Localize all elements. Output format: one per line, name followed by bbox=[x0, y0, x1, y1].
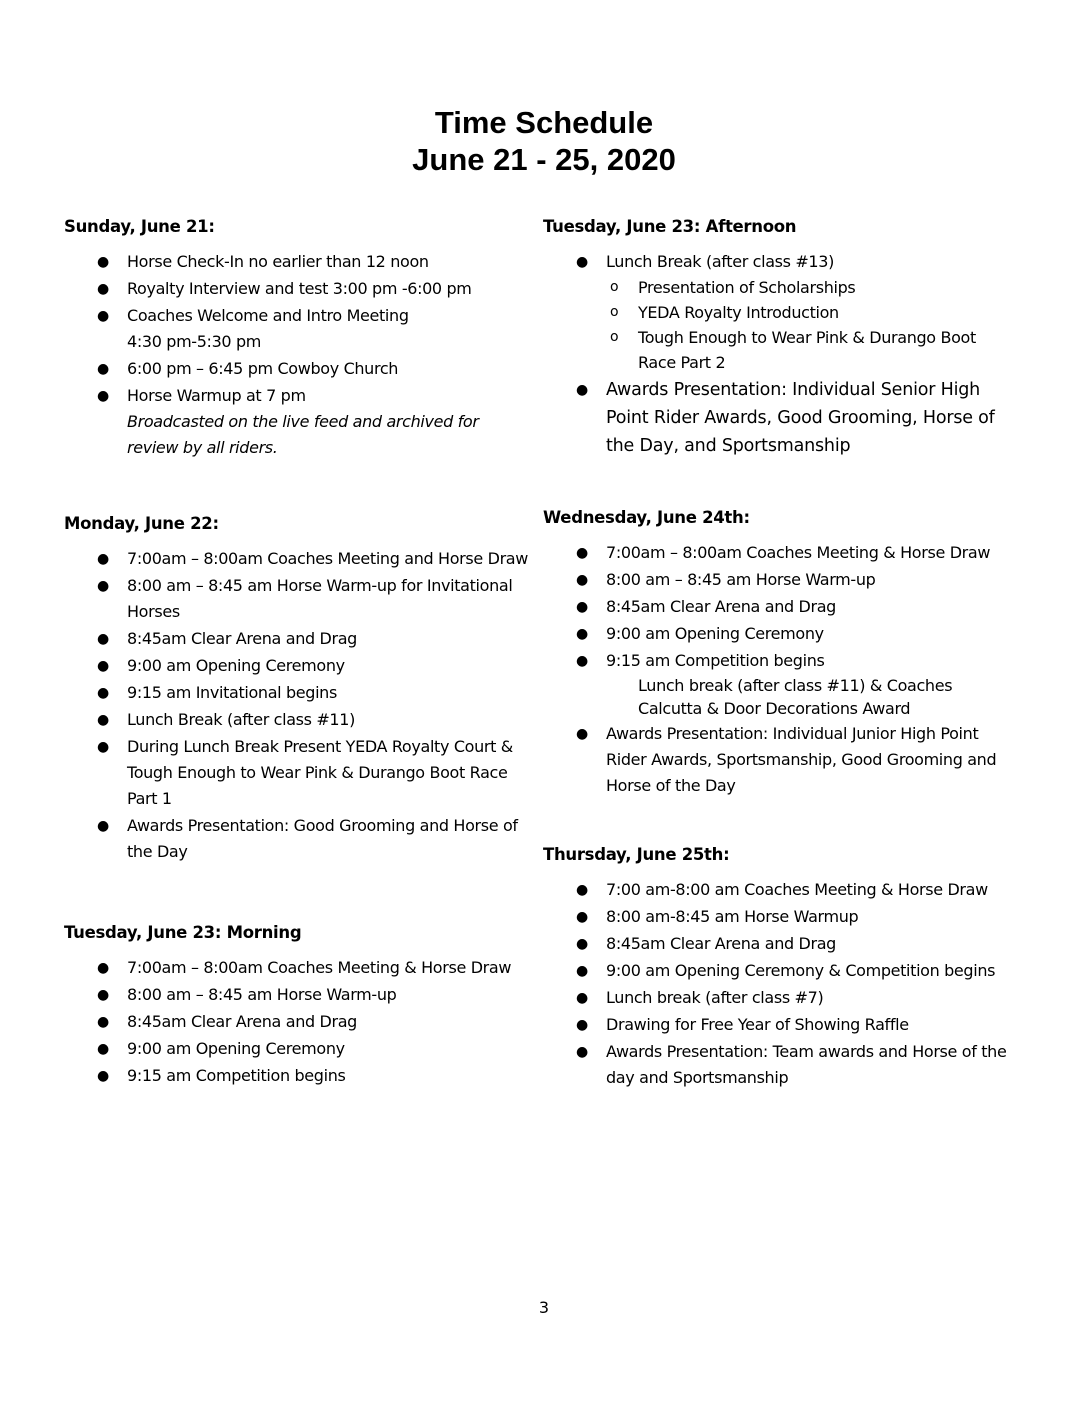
list-item: ● Awards Presentation: Team awards and Horse of the day and Sportsmanship bbox=[543, 1039, 1013, 1091]
list-item: ● Awards Presentation: Good Grooming and Horse of the Day bbox=[64, 813, 534, 865]
list-item: ● 8:00 am-8:45 am Horse Warmup bbox=[543, 904, 1013, 930]
broadcast-note: Broadcasted on the live feed and archived for review by all riders. bbox=[127, 412, 479, 457]
sub-list-item: o Tough Enough to Wear Pink & Durango Boot Race Part 2 bbox=[574, 325, 1013, 375]
list-item: ● 8:45am Clear Arena and Drag bbox=[64, 626, 534, 652]
list-item: ● 8:00 am – 8:45 am Horse Warm-up for Invitational Horses bbox=[64, 573, 534, 625]
bullet-icon: ● bbox=[576, 599, 588, 615]
list-item: ● 9:00 am Opening Ceremony bbox=[64, 1036, 534, 1062]
sunday-section bbox=[64, 215, 534, 462]
list-item: ● 9:00 am Opening Ceremony bbox=[543, 621, 1013, 647]
lunch-note: Lunch break (after class #11) & Coaches Calcutta & Door Decorations Award bbox=[638, 676, 953, 718]
bullet-icon: ● bbox=[97, 578, 109, 594]
bullet-icon: ● bbox=[97, 818, 109, 834]
bullet-icon: ● bbox=[97, 739, 109, 755]
list-item: ● 7:00am – 8:00am Coaches Meeting & Horse Draw bbox=[543, 540, 1013, 566]
bullet-icon: ● bbox=[576, 254, 588, 270]
list-item: ● Lunch Break (after class #11) bbox=[64, 707, 534, 733]
list-item: ● 6:00 pm – 6:45 pm Cowboy Church bbox=[64, 356, 534, 382]
list-item: ● Royalty Interview and test 3:00 pm -6:00 pm bbox=[64, 276, 534, 302]
bullet-icon: ● bbox=[576, 726, 588, 742]
list-item: ● 9:00 am Opening Ceremony & Competition begins bbox=[543, 958, 1013, 984]
list-item: ● During Lunch Break Present YEDA Royalty Court & Tough Enough to Wear Pink & Durango Boot Race Part 1 bbox=[64, 734, 534, 812]
list-item: ● 8:00 am – 8:45 am Horse Warm-up bbox=[543, 567, 1013, 593]
wednesday-section bbox=[543, 506, 1013, 800]
bullet-icon: ● bbox=[576, 572, 588, 588]
list-item: ● Lunch break (after class #7) bbox=[543, 985, 1013, 1011]
bullet-icon: ● bbox=[576, 936, 588, 952]
list-item: ● 9:15 am Invitational begins bbox=[64, 680, 534, 706]
bullet-icon: ● bbox=[97, 631, 109, 647]
bullet-icon: ● bbox=[97, 388, 109, 404]
bullet-icon: ● bbox=[97, 1041, 109, 1057]
bullet-icon: ● bbox=[97, 308, 109, 324]
list-item: ● Coaches Welcome and Intro Meeting 4:30 pm-5:30 pm bbox=[64, 303, 534, 355]
tuesday-afternoon-section bbox=[543, 215, 1013, 461]
section-heading: Tuesday, June 23: Morning bbox=[64, 923, 302, 942]
sub-list-item: o YEDA Royalty Introduction bbox=[574, 300, 1013, 325]
section-heading: Thursday, June 25th: bbox=[543, 845, 730, 864]
list-item: ● 9:15 am Competition begins bbox=[64, 1063, 534, 1089]
title-line-1: Time Schedule bbox=[434, 105, 654, 140]
section-heading: Sunday, June 21: bbox=[64, 217, 215, 236]
bullet-icon: ● bbox=[97, 685, 109, 701]
page-number: 3 bbox=[538, 1298, 550, 1317]
bullet-icon: ● bbox=[576, 1017, 588, 1033]
list-item: ● 9:00 am Opening Ceremony bbox=[64, 653, 534, 679]
list-item: ● 9:15 am Competition begins Lunch break (after class #11) & Coaches Calcutta & Door Decorations Award bbox=[543, 648, 1013, 720]
bullet-icon: ● bbox=[576, 882, 588, 898]
title-line-2: June 21 - 25, 2020 bbox=[412, 142, 676, 177]
section-heading: Monday, June 22: bbox=[64, 514, 219, 533]
bullet-icon: ● bbox=[97, 658, 109, 674]
monday-section bbox=[64, 512, 534, 866]
list-item: ● Awards Presentation: Individual Senior High Point Rider Awards, Good Grooming, Horse of the Day, and Sportsmanship bbox=[543, 376, 1013, 460]
list-item: ● 8:45am Clear Arena and Drag bbox=[64, 1009, 534, 1035]
list-item: ● 8:45am Clear Arena and Drag bbox=[543, 594, 1013, 620]
list-item: ● Awards Presentation: Individual Junior High Point Rider Awards, Sportsmanship, Good Grooming and Horse of the Day bbox=[543, 721, 1013, 799]
section-heading: Tuesday, June 23: Afternoon bbox=[543, 217, 797, 236]
bullet-icon: ● bbox=[97, 254, 109, 270]
list-item: ● Lunch Break (after class #13) o Presentation of Scholarships o YEDA Royalty Introduction o Tough Enough to Wear Pink & Durango Boot Race Part 2 bbox=[543, 249, 1013, 375]
circle-bullet-icon: o bbox=[610, 304, 619, 320]
bullet-icon: ● bbox=[97, 361, 109, 377]
list-item: ● 8:00 am – 8:45 am Horse Warm-up bbox=[64, 982, 534, 1008]
page-title bbox=[0, 104, 1088, 178]
bullet-icon: ● bbox=[97, 551, 109, 567]
bullet-icon: ● bbox=[576, 990, 588, 1006]
circle-bullet-icon: o bbox=[610, 279, 619, 295]
bullet-icon: ● bbox=[576, 545, 588, 561]
list-item: ● 8:45am Clear Arena and Drag bbox=[543, 931, 1013, 957]
bullet-icon: ● bbox=[576, 909, 588, 925]
bullet-icon: ● bbox=[576, 963, 588, 979]
list-item: ● Drawing for Free Year of Showing Raffle bbox=[543, 1012, 1013, 1038]
list-item: ● 7:00am – 8:00am Coaches Meeting & Horse Draw bbox=[64, 955, 534, 981]
bullet-icon: ● bbox=[576, 382, 589, 398]
circle-bullet-icon: o bbox=[610, 329, 619, 345]
bullet-icon: ● bbox=[576, 1044, 588, 1060]
bullet-icon: ● bbox=[97, 281, 109, 297]
list-item: ● 7:00 am-8:00 am Coaches Meeting & Horse Draw bbox=[543, 877, 1013, 903]
thursday-section bbox=[543, 843, 1013, 1092]
list-item: ● Horse Check-In no earlier than 12 noon bbox=[64, 249, 534, 275]
bullet-icon: ● bbox=[576, 653, 588, 669]
tuesday-morning-section bbox=[64, 921, 534, 1090]
bullet-icon: ● bbox=[97, 1014, 109, 1030]
bullet-icon: ● bbox=[97, 1068, 109, 1084]
sub-list-item: o Presentation of Scholarships bbox=[574, 275, 1013, 300]
bullet-icon: ● bbox=[97, 960, 109, 976]
bullet-icon: ● bbox=[97, 987, 109, 1003]
bullet-icon: ● bbox=[576, 626, 588, 642]
bullet-icon: ● bbox=[97, 712, 109, 728]
list-item: ● Horse Warmup at 7 pm Broadcasted on the live feed and archived for review by all riders. bbox=[64, 383, 534, 461]
section-heading: Wednesday, June 24th: bbox=[543, 508, 750, 527]
list-item: ● 7:00am – 8:00am Coaches Meeting and Horse Draw bbox=[64, 546, 534, 572]
